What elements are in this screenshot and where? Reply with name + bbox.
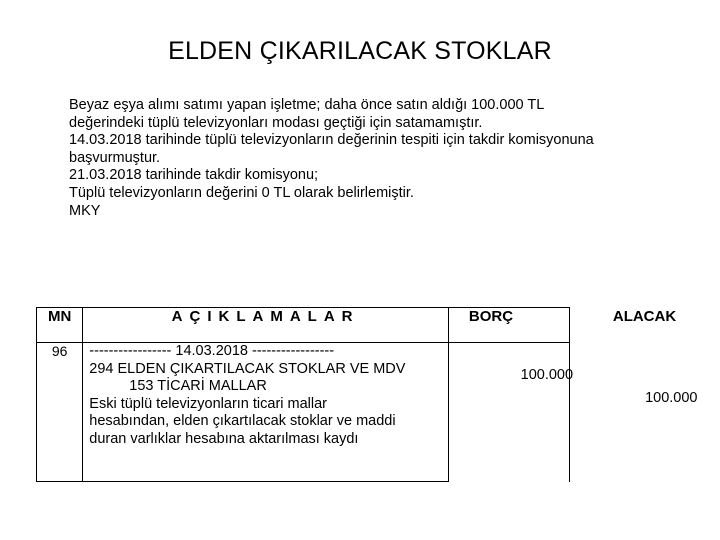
intro-line: başvurmuştur. — [69, 149, 161, 166]
alacak-cell — [570, 343, 698, 482]
header-aciklamalar: AÇIKLAMALAR — [83, 308, 449, 343]
entry-description — [83, 343, 449, 482]
debit-account: 294 ELDEN ÇIKARTILACAK STOKLAR VE MDV — [89, 360, 406, 377]
intro-line: MKY — [69, 202, 101, 219]
header-borc: BORÇ — [448, 308, 569, 343]
intro-line: Beyaz eşya alımı satımı yapan işletme; daha önce satın aldığı 100.000 TL — [69, 97, 545, 113]
explanation-line: duran varlıklar hesabına aktarılması kaydı — [89, 430, 359, 447]
problem-statement — [69, 97, 669, 220]
intro-line: Tüplü televizyonların değerini 0 TL olarak belirlemiştir. — [69, 184, 414, 201]
page-title: ELDEN ÇIKARILACAK STOKLAR — [168, 37, 552, 65]
borc-cell — [448, 343, 574, 482]
intro-line: 14.03.2018 tarihinde tüplü televizyonların değerinin tespiti için takdir komisyonuna — [69, 132, 594, 149]
header-mn: MN — [37, 308, 83, 343]
credit-account: 153 TİCARİ MALLAR — [129, 378, 267, 394]
alacak-amount: 100.000 — [645, 389, 698, 406]
table-header-row — [37, 308, 686, 343]
entry-date-line: ----------------- 14.03.2018 ----------------- — [89, 343, 335, 359]
journal-entry-table — [36, 307, 698, 482]
borc-amount: 100.000 — [520, 367, 574, 383]
explanation-line: Eski tüplü televizyonların ticari mallar — [89, 395, 328, 412]
entry-number: 96 — [37, 343, 83, 482]
intro-line: değerindeki tüplü televizyonları modası geçtiği için satamamıştır. — [69, 114, 483, 131]
intro-line: 21.03.2018 tarihinde takdir komisyonu; — [69, 167, 319, 184]
header-alacak: ALACAK — [612, 307, 677, 325]
explanation-line: hesabından, elden çıkartılacak stoklar ve maddi — [89, 413, 396, 429]
table-row — [37, 343, 686, 482]
